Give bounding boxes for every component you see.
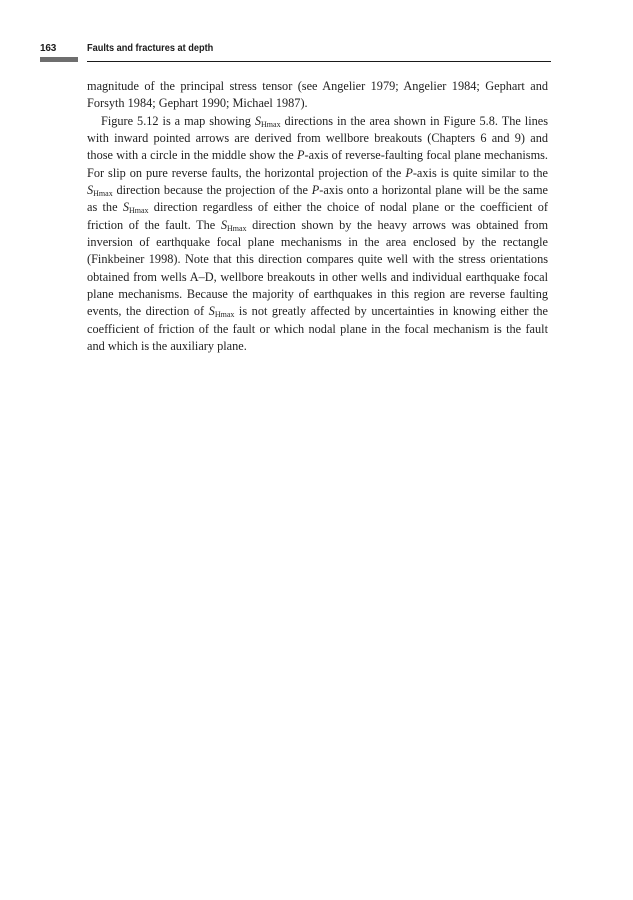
shmax-symbol: $S_{Hmax}$ <box>122 200 149 216</box>
shmax-symbol: $S_{Hmax}$ <box>208 304 235 320</box>
p-symbol: P <box>296 148 305 163</box>
p-symbol: P <box>405 165 413 180</box>
shmax-symbol: $S_{Hmax}$ <box>220 217 247 233</box>
p-symbol: P <box>311 183 320 198</box>
body-text <box>87 78 548 356</box>
header-rule <box>87 61 551 62</box>
page-number: 163 <box>40 43 57 54</box>
page-tab-bar <box>40 57 78 62</box>
paragraph-1: magnitude of the principal stress tensor (see Angelier 1979; Angelier 1984; Gephart and Forsyth 1984; Gephart 1990; Michael 1987). <box>87 79 548 111</box>
running-header <box>40 43 551 67</box>
shmax-symbol: $S_{Hmax}$ <box>254 113 281 129</box>
running-title: Faults and fractures at depth <box>87 43 214 54</box>
paragraph-2: Figure 5.12 is a map showing $S_{Hmax}$ directions in the area shown in Figure 5.8. The lines with inward pointed arrows are derived from wellbore breakouts (Chapters 6 and 9) and those with a circle in the middle show the P-axis of reverse-faulting focal plane mechanisms. For slip on pure reverse faults, the horizontal projection of the P-axis is quite similar to the $S_{Hmax}$ direction because the projection of the P-axis onto a horizontal plane will be the same as the $S_{Hmax}$ direction regardless of either the choice of nodal plane or the coefficient of friction of the fault. The $S_{Hmax}$ direction shown by the heavy arrows was obtained from inversion of earthquake focal plane mechanisms in the area enclosed by the rectangle (Finkbeiner 1998). Note that this direction compares quite well with the stress orientations obtained from wells A–D, wellbore breakouts in other wells and individual earthquake focal plane mechanisms. Because the majority of earthquakes in this region are reverse faulting events, the direction of $S_{Hmax}$ is not greatly affected by uncertainties in knowing either the coefficient of friction of the fault or which nodal plane in the focal mechanism is the fault and which is the auxiliary plane. <box>87 113 549 354</box>
shmax-symbol: $S_{Hmax}$ <box>87 183 113 199</box>
